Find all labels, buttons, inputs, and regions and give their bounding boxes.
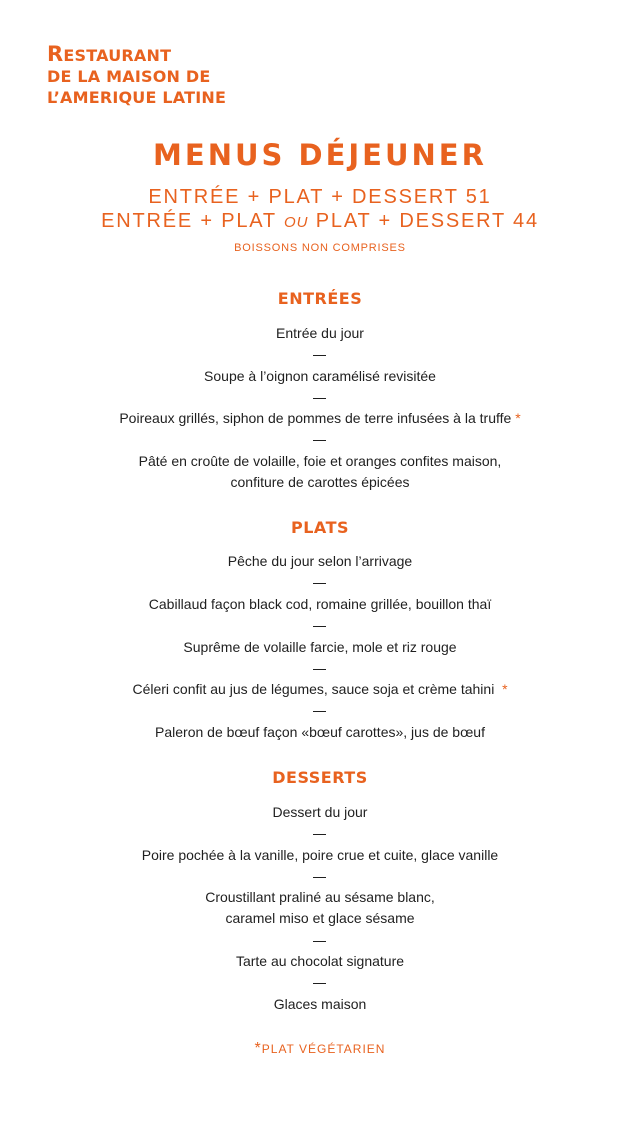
menu-item-vegetarian: Céleri confit au jus de légumes, sauce soja et crème tahini *: [132, 681, 508, 697]
logo-line-2: DE LA MAISON DE: [47, 67, 211, 86]
vegetarian-marker: *: [515, 410, 521, 426]
menu-item: Cabillaud façon black cod, romaine grillée, bouillon thaï: [148, 596, 492, 612]
menu-item: Croustillant praliné au sésame blanc,: [205, 889, 435, 905]
drinks-note: BOISSONS NON COMPRISES: [234, 242, 406, 254]
logo-line-1: RESTAURANT: [47, 42, 172, 66]
menu-item: Dessert du jour: [272, 804, 368, 820]
separator-dash: [313, 669, 326, 670]
menu-item: Paleron de bœuf façon «bœuf carottes», jus de bœuf: [155, 724, 485, 740]
vegetarian-marker: *: [502, 681, 508, 697]
formula-full: ENTRÉE + PLAT + DESSERT 51: [148, 186, 492, 208]
restaurant-logo: [47, 44, 226, 108]
separator-dash: [313, 877, 326, 878]
separator-dash: [313, 983, 326, 984]
menu-item: confiture de carottes épicées: [230, 474, 410, 490]
separator-dash: [313, 941, 326, 942]
section-title-entrees: ENTRÉES: [277, 289, 363, 308]
menu-item: Poire pochée à la vanille, poire crue et cuite, glace vanille: [141, 847, 499, 863]
formula-partial: ENTRÉE + PLAT OU PLAT + DESSERT 44: [101, 210, 539, 232]
logo-line-3: L’AMERIQUE LATINE: [47, 88, 227, 107]
menu-item: Glaces maison: [273, 996, 367, 1012]
menu-item: Pâté en croûte de volaille, foie et oranges confites maison,: [138, 453, 502, 469]
section-title-desserts: DESSERTS: [272, 768, 368, 787]
menu-title: MENUS DÉJEUNER: [153, 138, 487, 172]
section-title-plats: PLATS: [291, 518, 349, 537]
separator-dash: [313, 626, 326, 627]
separator-dash: [313, 711, 326, 712]
separator-dash: [313, 355, 326, 356]
formula-or: OU: [283, 214, 309, 231]
menu-item: Entrée du jour: [276, 325, 364, 341]
menu-item-vegetarian: Poireaux grillés, siphon de pommes de terre infusées à la truffe *: [119, 410, 521, 426]
separator-dash: [313, 398, 326, 399]
menu-item: caramel miso et glace sésame: [225, 910, 415, 926]
menu-item: Suprême de volaille farcie, mole et riz rouge: [183, 639, 457, 655]
menu-item: Tarte au chocolat signature: [235, 953, 405, 969]
vegetarian-footnote: *PLAT VÉGÉTARIEN: [254, 1040, 386, 1057]
menu-item: Soupe à l’oignon caramélisé revisitée: [204, 368, 436, 384]
menu-item: Pêche du jour selon l’arrivage: [227, 553, 413, 569]
separator-dash: [313, 834, 326, 835]
separator-dash: [313, 583, 326, 584]
separator-dash: [313, 440, 326, 441]
